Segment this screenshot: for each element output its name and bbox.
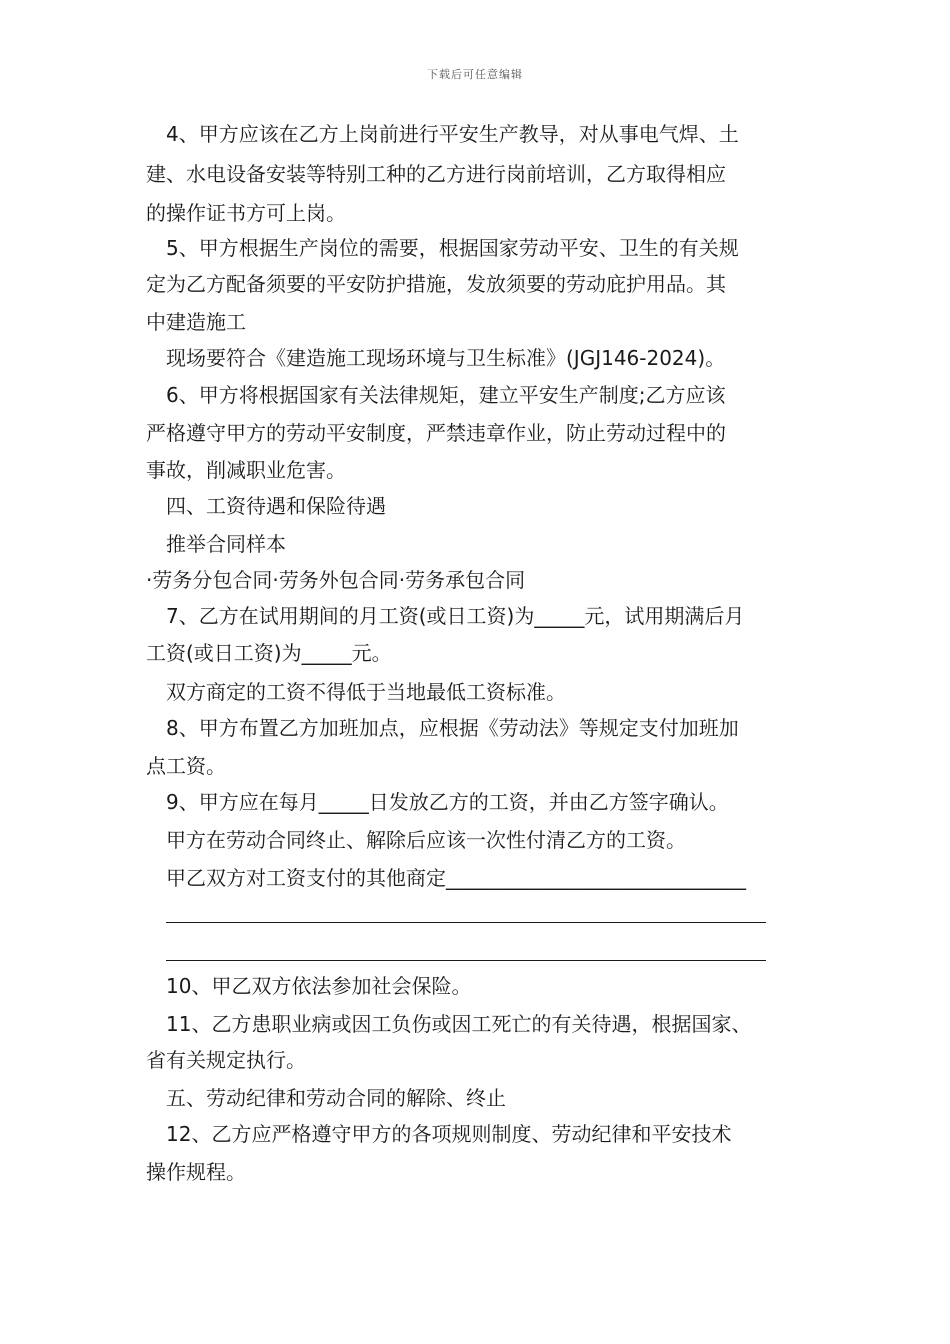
paragraph-line: 推举合同样本	[166, 532, 286, 556]
paragraph-line: 4、甲方应该在乙方上岗前进行平安生产教导，对从事电气焊、土	[166, 122, 739, 146]
section-heading: 四、工资待遇和保险待遇	[166, 494, 386, 518]
paragraph-line: 甲乙双方对工资支付的其他商定______________________________	[166, 866, 746, 890]
paragraph-line: 定为乙方配备须要的平安防护措施，发放须要的劳动庇护用品。其	[146, 272, 726, 296]
paragraph-line: 严格遵守甲方的劳动平安制度，严禁违章作业，防止劳动过程中的	[146, 421, 726, 445]
paragraph-line: 的操作证书方可上岗。	[146, 201, 346, 225]
paragraph-line: 7、乙方在试用期间的月工资(或日工资)为_____元，试用期满后月	[166, 604, 745, 628]
paragraph-line: 中建造施工	[146, 310, 246, 334]
paragraph-line: 工资(或日工资)为_____元。	[146, 641, 392, 665]
paragraph-line: 省有关规定执行。	[146, 1048, 306, 1072]
page-header-note: 下载后可任意编辑	[427, 68, 523, 81]
paragraph-line: 事故，削减职业危害。	[146, 458, 346, 482]
paragraph-line: 10、甲乙双方依法参加社会保险。	[166, 974, 472, 998]
fill-in-blank-line	[166, 922, 766, 923]
paragraph-line: ·劳务分包合同·劳务外包合同·劳务承包合同	[146, 568, 526, 592]
paragraph-line: 11、乙方患职业病或因工负伤或因工死亡的有关待遇，根据国家、	[166, 1012, 752, 1036]
section-heading: 五、劳动纪律和劳动合同的解除、终止	[166, 1086, 506, 1110]
paragraph-line: 5、甲方根据生产岗位的需要，根据国家劳动平安、卫生的有关规	[166, 236, 739, 260]
paragraph-line: 点工资。	[146, 754, 226, 778]
paragraph-line: 操作规程。	[146, 1160, 246, 1184]
paragraph-line: 现场要符合《建造施工现场环境与卫生标准》(JGJ146-2024)。	[166, 346, 726, 370]
paragraph-line: 甲方在劳动合同终止、解除后应该一次性付清乙方的工资。	[166, 828, 686, 852]
paragraph-line: 8、甲方布置乙方加班加点，应根据《劳动法》等规定支付加班加	[166, 716, 739, 740]
paragraph-line: 9、甲方应在每月_____日发放乙方的工资，并由乙方签字确认。	[166, 790, 729, 814]
fill-in-blank-line	[166, 960, 766, 961]
paragraph-line: 12、乙方应严格遵守甲方的各项规则制度、劳动纪律和平安技术	[166, 1122, 732, 1146]
paragraph-line: 建、水电设备安装等特别工种的乙方进行岗前培训，乙方取得相应	[146, 162, 726, 186]
paragraph-line: 6、甲方将根据国家有关法律规矩，建立平安生产制度;乙方应该	[166, 383, 726, 407]
paragraph-line: 双方商定的工资不得低于当地最低工资标准。	[166, 680, 566, 704]
